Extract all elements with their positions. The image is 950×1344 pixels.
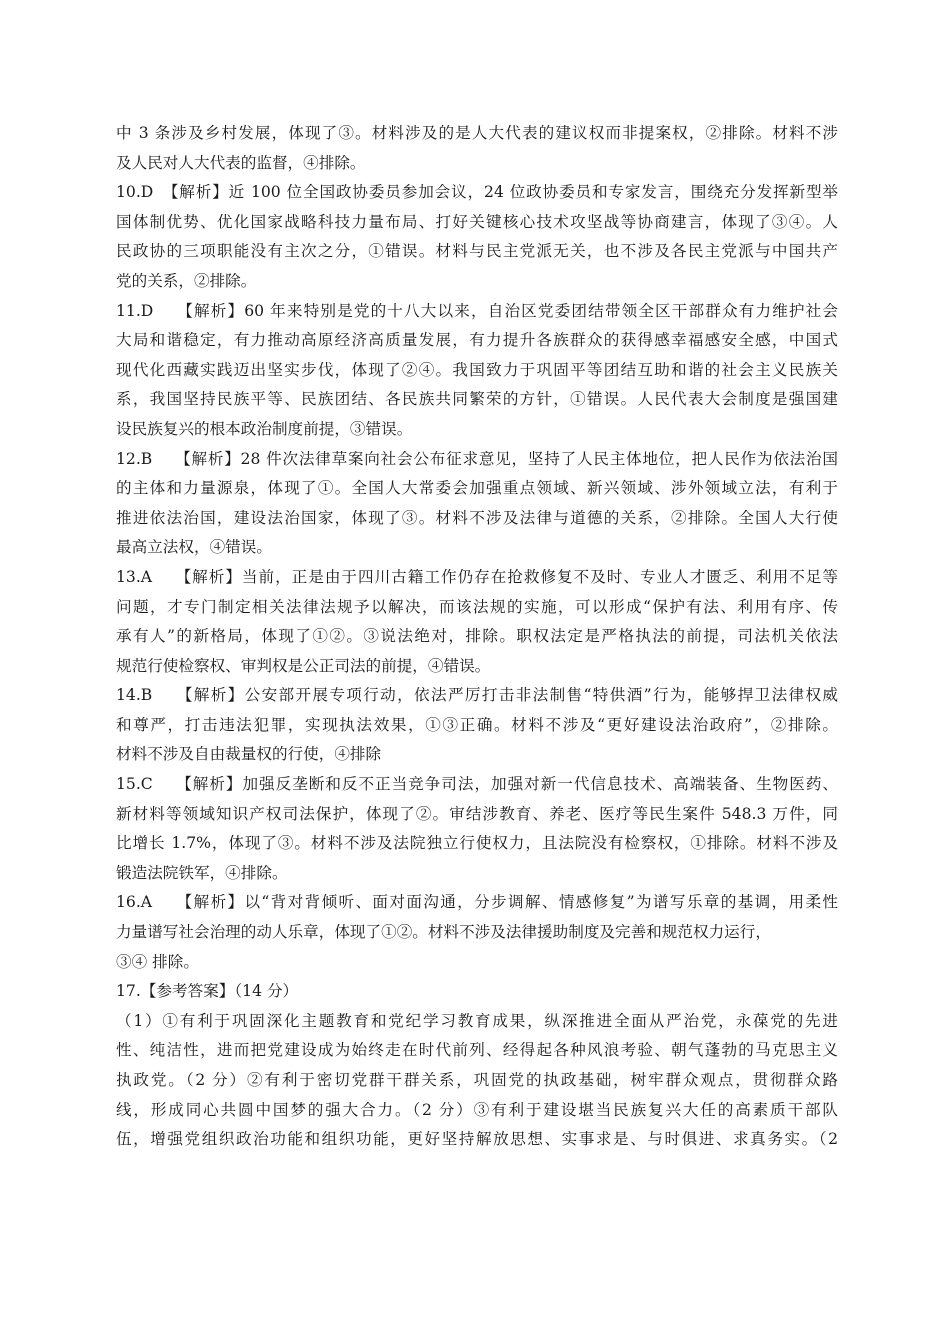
text-line: 新材料等领域知识产权司法保护，体现了②。审结涉教育、养老、医疗等民生案件 548.3 万件，同 [116, 804, 838, 823]
text-line: 17.【参考答案】（14 分） [116, 982, 299, 1001]
text-line: 中 3 条涉及乡村发展，体现了③。材料涉及的是人大代表的建议权而非提案权，②排除。材料不涉 [116, 124, 838, 142]
text-line: 民政协的三项职能没有主次之分，①错误。材料与民主党派无关，也不涉及各民主党派与中国共产 [116, 242, 838, 261]
text-line: 12.B 【解析】28 件次法律草案向社会公布征求意见，坚持了人民主体地位，把人民作为依法治国 [116, 449, 838, 468]
text-line: 现代化西藏实践迈出坚实步伐，体现了②④。我国致力于巩固平等团结互助和谐的社会主义民族关 [116, 360, 838, 379]
text-line: 材料不涉及自由裁量权的行使，④排除 [116, 745, 382, 764]
text-line: 16.A 【解析】以“背对背倾听、面对面沟通，分步调解、情感修复”为谱写乐章的基调，用柔性 [116, 893, 838, 912]
text-line: 锻造法院铁军，④排除。 [116, 863, 288, 882]
text-line: 国体制优势、优化国家战略科技力量布局、打好关键核心技术攻坚战等协商建言，体现了③④。人 [116, 212, 838, 231]
text-line: 系，我国坚持民族平等、民族团结、各民族共同繁荣的方针，①错误。人民代表大会制度是强国建 [116, 390, 838, 409]
text-line: 比增长 1.7%，体现了③。材料不涉及法院独立行使权力，且法院没有检察权，①排除。材料不涉及 [116, 834, 838, 853]
text-line: 13.A 【解析】当前，正是由于四川古籍工作仍存在抢救修复不及时、专业人才匮乏、利用不足等 [116, 567, 838, 586]
text-line: 问题，才专门制定相关法律法规予以解决，而该法规的实施，可以形成“保护有法、利用有序、传 [116, 597, 838, 616]
text-line: 15.C 【解析】加强反垄断和反不正当竞争司法，加强对新一代信息技术、高端装备、生物医药、 [116, 775, 838, 794]
text-line: ③④ 排除。 [116, 952, 199, 971]
text-line: 规范行使检察权、审判权是公正司法的前提，④错误。 [116, 656, 491, 675]
text-line: 承有人”的新格局，体现了①②。③说法绝对，排除。职权法定是严格执法的前提，司法机关依法 [116, 627, 838, 646]
text-line: 执政党。（2 分）②有利于密切党群干群关系，巩固党的执政基础，树牢群众观点，贯彻群众路 [116, 1071, 838, 1089]
text-line: 设民族复兴的根本政治制度前提，③错误。 [116, 419, 413, 438]
text-line: 线，形成同心共圆中国梦的强大合力。（2 分）③有利于建设堪当民族复兴大任的高素质干部队 [116, 1100, 838, 1119]
text-line: 党的关系，②排除。 [116, 271, 257, 290]
text-line: 的主体和力量源泉，体现了①。全国人大常委会加强重点领域、新兴领域、涉外领域立法，有利于 [116, 479, 838, 498]
text-line: 及人民对人大代表的监督，④排除。 [116, 153, 366, 172]
text-line: 伍，增强党组织政治功能和组织功能，更好坚持解放思想、实事求是、与时俱进、求真务实。（2 [116, 1130, 838, 1149]
document-page [116, 119, 838, 1155]
text-line: 11.D 【解析】60 年来特别是党的十八大以来，自治区党委团结带领全区干部群众有力维护社会 [116, 301, 838, 320]
text-line: 推进依法治国，建设法治国家，体现了③。材料不涉及法律与道德的关系，②排除。全国人大行使 [116, 508, 838, 527]
text-line: 大局和谐稳定，有力推动高原经济高质量发展，有力提升各族群众的获得感幸福感安全感，中国式 [116, 331, 838, 350]
text-line: 14.B 【解析】公安部开展专项行动，依法严厉打击非法制售“特供酒”行为，能够捍卫法律权威 [116, 686, 838, 705]
text-line: （1）①有利于巩固深化主题教育和党纪学习教育成果，纵深推进全面从严治党，永葆党的先进 [116, 1011, 838, 1030]
text-line: 和尊严，打击违法犯罪，实现执法效果，①③正确。材料不涉及“更好建设法治政府”，②排除。 [116, 715, 838, 734]
text-line: 10.D 【解析】近 100 位全国政协委员参加会议，24 位政协委员和专家发言，围绕充分发挥新型举 [116, 183, 838, 202]
text-line: 最高立法权，④错误。 [116, 538, 272, 557]
text-line: 性、纯洁性，进而把党建设成为始终走在时代前列、经得起各种风浪考验、朝气蓬勃的马克思主义 [116, 1041, 838, 1060]
text-line: 力量谱写社会治理的动人乐章，体现了①②。材料不涉及法律援助制度及完善和规范权力运行， [116, 923, 771, 942]
